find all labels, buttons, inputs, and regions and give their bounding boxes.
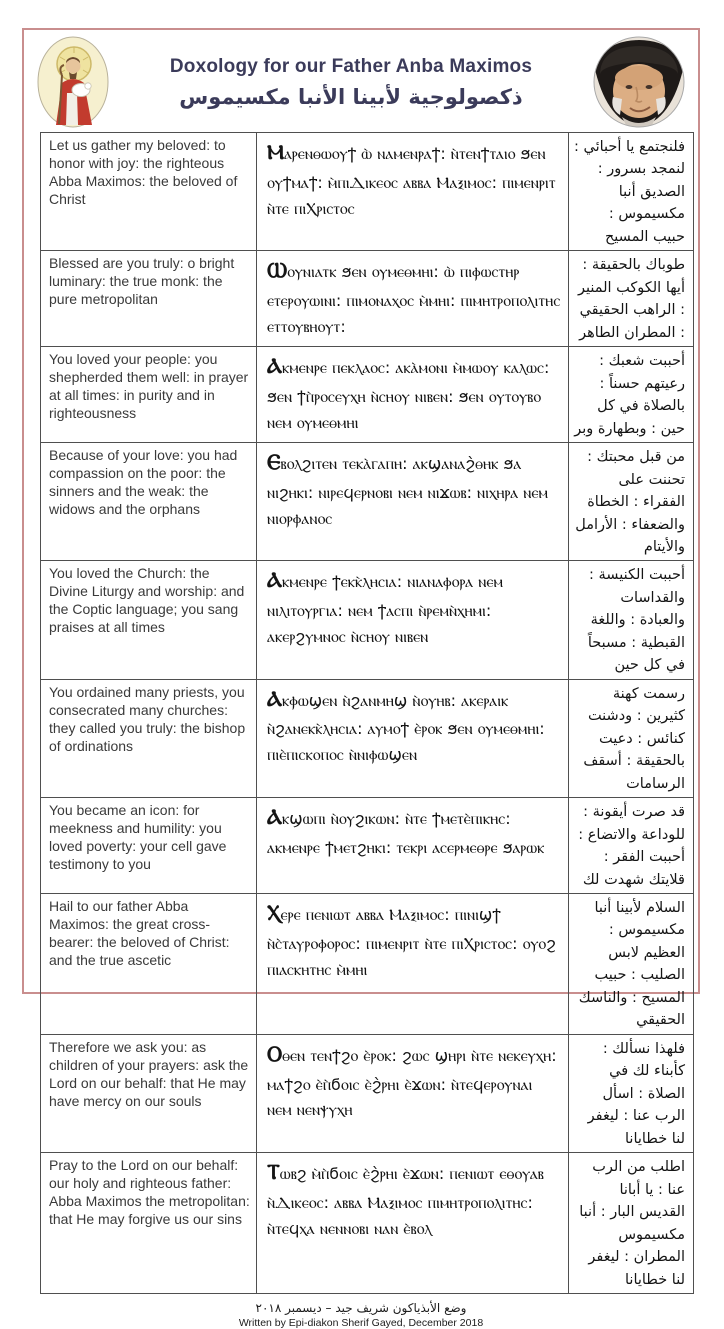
english-verse: Blessed are you truly: o bright luminary: the true monk: the pure metropolitan [41, 251, 257, 347]
english-verse: Let us gather my beloved: to honor with joy: the righteous Abba Maximos: the beloved of Christ [41, 133, 257, 251]
doxology-row [41, 798, 694, 894]
doxology-row [41, 443, 694, 561]
page-frame [22, 28, 700, 1329]
english-verse: Hail to our father Abba Maximos: the great cross-bearer: the beloved of Christ: and the true ascetic [41, 894, 257, 1035]
doxology-table [40, 132, 694, 1294]
english-verse: You ordained many priests, you consecrated many churches: they called you truly: the bishop of ordinations [41, 679, 257, 797]
coptic-verse: Ⲟⲑⲉⲛ ⲧⲉⲛϯϩⲟ ⲉ̀ⲣⲟⲕ: ϩⲱⲥ ϣⲏⲣⲓ ⲛ̀ⲧⲉ ⲛⲉⲕⲉⲩⲭⲏ: ⲙⲁϯϩⲟ ⲉ̀ⲡ̀ϭⲟⲓⲥ ⲉ̀ϩ̀ⲣⲏⲓ ⲉ̀ϫⲱⲛ: ⲛ̀ⲧⲉϥⲉⲣⲟⲩⲛⲁⲓ ⲛⲉⲙ ⲛⲉⲛⲯⲩⲭⲏ [257, 1034, 569, 1152]
english-verse: Therefore we ask you: as children of your prayers: ask the Lord on our behalf: that He may have mercy on our souls [41, 1034, 257, 1152]
footer-credit-arabic: وضع الأبذياكون شريف جيد – ديسمبر ٢٠١٨ [255, 1300, 467, 1315]
doxology-row [41, 894, 694, 1035]
coptic-verse: Ⲙⲁⲣⲉⲛⲑⲱⲟⲩϯ ⲱ̀ ⲛⲁⲙⲉⲛⲣⲁϯ: ⲛ̀ⲧⲉⲛϯⲧⲁⲓⲟ ϧⲉⲛ ⲟⲩϯⲙⲁϯ: ⲙ̀ⲡⲓⲆⲓⲕⲉⲟⲥ ⲁⲃⲃⲁ Ⲙⲁⲝⲓⲙⲟⲥ: ⲡⲓⲙⲉⲛⲣⲓⲧ ⲛ̀ⲧⲉ ⲡⲓⲬⲣⲓⲥⲧⲟⲥ [257, 133, 569, 251]
english-verse: You loved the Church: the Divine Liturgy and worship: and the Coptic language; you sang praises at all times [41, 561, 257, 679]
header [24, 30, 698, 132]
arabic-verse: اطلب من الرب عنا : يا أبانا القديس البار : أنبا مكسيموس المطران : ليغفر لنا خطايانا [569, 1153, 694, 1294]
anba-maximos-photo [592, 35, 686, 129]
coptic-verse: Ⲁⲕϣⲱⲡⲓ ⲛ̀ⲟⲩϩⲓⲕⲱⲛ: ⲛ̀ⲧⲉ ϯⲙⲉⲧⲉ̀ⲡⲓⲕⲏⲥ: ⲁⲕⲙⲉⲛⲣⲉ ϯⲙⲉⲧϩⲏⲕⲓ: ⲧⲉⲕⲣⲓ ⲁⲥⲉⲣⲙⲉⲑⲣⲉ ϧⲁⲣⲱⲕ [257, 798, 569, 894]
arabic-verse: فلهذا نسألك : كأبناء لك في الصلاة : اسأل الرب عنا : ليغفر لنا خطايانا [569, 1034, 694, 1152]
english-verse: You became an icon: for meekness and humility: you loved poverty: your cell gave testimony to you [41, 798, 257, 894]
doxology-row [41, 1034, 694, 1152]
arabic-verse: أحببت الكنيسة : والقداسات والعبادة : واللغة القبطية : مسبحاً في كل حين [569, 561, 694, 679]
doxology-row [41, 679, 694, 797]
christ-good-shepherd-icon [36, 35, 110, 129]
coptic-verse: Ⲱⲟⲩⲛⲓⲁⲧⲕ ϧⲉⲛ ⲟⲩⲙⲉⲑⲙⲏⲓ: ⲱ̀ ⲡⲓⲫⲱⲥⲧⲏⲣ ⲉⲧⲉⲣⲟⲩⲱⲓⲛⲓ: ⲡⲓⲙⲟⲛⲁⲭⲟⲥ ⲙ̀ⲙⲏⲓ: ⲡⲓⲙⲏⲧⲣⲟⲡⲟⲗⲓⲧⲏⲥ ⲉⲧⲧⲟⲩⲃⲏⲟⲩⲧ: [257, 251, 569, 347]
english-verse: You loved your people: you shepherded them well: in prayer at all times: in purity and in righteousness [41, 347, 257, 443]
arabic-verse: السلام لأبينا أنبا مكسيموس : العظيم لابس الصليب : حبيب المسيح : والناسك الحقيقي [569, 894, 694, 1035]
footer-credit-english: Written by Epi-diakon Sherif Gayed, December 2018 [238, 1316, 484, 1329]
english-verse: Because of your love: you had compassion on the poor: the sinners and the weak: the widows and the orphans [41, 443, 257, 561]
arabic-verse: رسمت كهنة كثيرين : ودشنت كنائس : دعيت بالحقيقة : أسقف الرسامات [569, 679, 694, 797]
arabic-verse: فلنجتمع يا أحبائي : لنمجد بسرور : الصديق أنبا مكسيموس : حبيب المسيح [569, 133, 694, 251]
title-block [110, 56, 592, 109]
arabic-verse: طوباك بالحقيقة : أيها الكوكب المنير : الراهب الحقيقي : المطران الطاهر [569, 251, 694, 347]
doxology-row [41, 251, 694, 347]
footer [24, 1301, 698, 1329]
doxology-row [41, 347, 694, 443]
coptic-verse: Ⲉⲃⲟⲗϩⲓⲧⲉⲛ ⲧⲉⲕⲁ̀ⲅⲁⲡⲏ: ⲁⲕϣⲁⲛⲁϩ̀ⲑⲏⲕ ϧⲁ ⲛⲓϩⲏⲕⲓ: ⲛⲓⲣⲉϥⲉⲣⲛⲟⲃⲓ ⲛⲉⲙ ⲛⲓϫⲱⲃ: ⲛⲓⲭⲏⲣⲁ ⲛⲉⲙ ⲛⲓⲟⲣⲫⲁⲛⲟⲥ [257, 443, 569, 561]
coptic-verse: Ⲭⲉⲣⲉ ⲡⲉⲛⲓⲱⲧ ⲁⲃⲃⲁ Ⲙⲁⲝⲓⲙⲟⲥ: ⲡⲓⲛⲓϣϯ ⲛ̀ⲥ̀ⲧⲁⲩⲣⲟⲫⲟⲣⲟⲥ: ⲡⲓⲙⲉⲛⲣⲓⲧ ⲛ̀ⲧⲉ ⲡⲓⲬⲣⲓⲥⲧⲟⲥ: ⲟⲩⲟϩ ⲡⲓⲁⲥⲕⲏⲧⲏⲥ ⲙ̀ⲙⲏⲓ [257, 894, 569, 1035]
english-verse: Pray to the Lord on our behalf: our holy and righteous father: Abba Maximos the metropolitan: that He may forgive us our sins [41, 1153, 257, 1294]
arabic-verse: قد صرت أيقونة : للوداعة والاتضاع : أحببت الفقر : قلايتك شهدت لك [569, 798, 694, 894]
page-title-arabic: ذكصولوجية لأبينا الأنبا مكسيموس [179, 84, 523, 109]
coptic-verse: Ⲁⲕⲙⲉⲛⲣⲉ ϯⲉⲕⲕ̀ⲗⲏⲥⲓⲁ: ⲛⲓⲁⲛⲁⲫⲟⲣⲁ ⲛⲉⲙ ⲛⲓⲗⲓⲧⲟⲩⲣⲅⲓⲁ: ⲛⲉⲙ ϯⲁⲥⲡⲓ ⲛ̀ⲣⲉⲙⲛ̀ⲭⲏⲙⲓ: ⲁⲕⲉⲣϩⲩⲙⲛⲟⲥ ⲛ̀ⲥⲏⲟⲩ ⲛⲓⲃⲉⲛ [257, 561, 569, 679]
arabic-verse: من قبل محبتك : تحننت على الفقراء : الخطاة والضعفاء : الأرامل والأيتام [569, 443, 694, 561]
doxology-row [41, 561, 694, 679]
doxology-row [41, 1153, 694, 1294]
page-title: Doxology for our Father Anba Maximos [169, 55, 533, 77]
coptic-verse: Ⲧⲱⲃϩ ⲙ̀ⲡ̀ϭⲟⲓⲥ ⲉ̀ϩ̀ⲣⲏⲓ ⲉ̀ϫⲱⲛ: ⲡⲉⲛⲓⲱⲧ ⲉⲑⲟⲩⲁⲃ ⲛ̀Ⲇⲓⲕⲉⲟⲥ: ⲁⲃⲃⲁ Ⲙⲁⲝⲓⲙⲟⲥ ⲡⲓⲙⲏⲧⲣⲟⲡⲟⲗⲓⲧⲏⲥ: ⲛ̀ⲧⲉϥⲭⲁ ⲛⲉⲛⲛⲟⲃⲓ ⲛⲁⲛ ⲉ̀ⲃⲟⲗ [257, 1153, 569, 1294]
coptic-verse: Ⲁⲕⲫⲱϣⲉⲛ ⲛ̀ϩⲁⲛⲙⲏϣ ⲛ̀ⲟⲩⲏⲃ: ⲁⲕⲉⲣⲁⲓⲕ ⲛ̀ϩⲁⲛⲉⲕⲕ̀ⲗⲏⲥⲓⲁ: ⲁⲩⲙⲟϯ ⲉ̀ⲣⲟⲕ ϧⲉⲛ ⲟⲩⲙⲉⲑⲙⲏⲓ: ⲡⲓⲉ̀ⲡⲓⲥⲕⲟⲡⲟⲥ ⲛ̀ⲛⲓⲫⲱϣⲉⲛ [257, 679, 569, 797]
arabic-verse: أحببت شعبك : رعيتهم حسناً : بالصلاة في كل حين : وبطهارة وبر [569, 347, 694, 443]
doxology-row [41, 133, 694, 251]
coptic-verse: Ⲁⲕⲙⲉⲛⲣⲉ ⲡⲉⲕⲗⲁⲟⲥ: ⲁⲕⲁ̀ⲙⲟⲛⲓ ⲙ̀ⲙⲱⲟⲩ ⲕⲁⲗⲱⲥ: ϧⲉⲛ ϯⲡ̀ⲣⲟⲥⲉⲩⲭⲏ ⲛ̀ⲥⲏⲟⲩ ⲛⲓⲃⲉⲛ: ϧⲉⲛ ⲟⲩⲧⲟⲩⲃⲟ ⲛⲉⲙ ⲟⲩⲙⲉⲑⲙⲏⲓ [257, 347, 569, 443]
